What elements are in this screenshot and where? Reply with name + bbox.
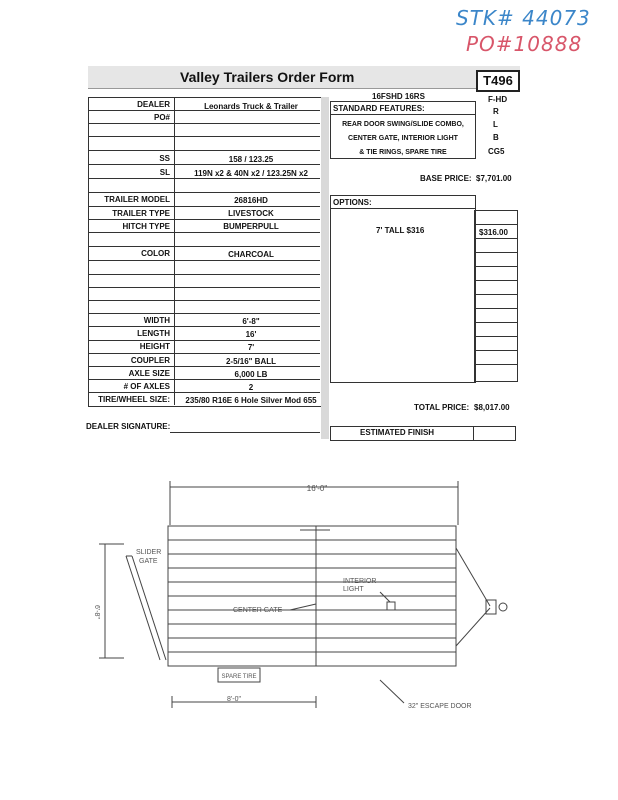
field-value-sl: 119N x2 & 40N x2 / 123.25N x2 <box>194 169 308 178</box>
field-value-trailer-model: 26816HD <box>234 196 268 205</box>
field-label-length: LENGTH <box>137 329 170 338</box>
escape-door-label: 32" ESCAPE DOOR <box>408 703 472 710</box>
model-suffix: F-HD <box>488 95 508 104</box>
field-label-width: WIDTH <box>143 316 170 325</box>
base-price-label: BASE PRICE: <box>420 174 472 183</box>
handwritten-po-number: PO#10888 <box>466 32 583 56</box>
field-label-trailer-model: TRAILER MODEL <box>104 195 170 204</box>
slider-gate-label-line1: SLIDER <box>136 549 162 556</box>
field-label-dealer: DEALER <box>137 100 170 109</box>
field-label-axles: # OF AXLES <box>123 382 170 391</box>
field-value-trailer-type: LIVESTOCK <box>228 209 274 218</box>
estimated-finish-label: ESTIMATED FINISH <box>360 428 435 437</box>
interior-light-label-line1: INTERIOR <box>343 578 377 585</box>
width-dimension-label: 6'-8" <box>93 605 100 619</box>
code-cg5: CG5 <box>488 147 505 156</box>
option-price: $316.00 <box>479 228 508 237</box>
standard-features-heading: STANDARD FEATURES: <box>333 104 425 113</box>
field-value-dealer: Leonards Truck & Trailer <box>204 102 298 111</box>
field-label-po: PO# <box>153 113 170 122</box>
field-value-axles: 2 <box>248 383 254 392</box>
field-label-ss: SS <box>159 154 170 163</box>
code-b: B <box>493 133 499 142</box>
option-item: 7' TALL $316 <box>376 226 425 235</box>
field-value-axle-size: 6,000 LB <box>234 370 268 379</box>
code-l: L <box>493 120 498 129</box>
field-label-coupler: COUPLER <box>130 356 170 365</box>
field-value-height: 7' <box>247 343 255 352</box>
field-label-hitch-type: HITCH TYPE <box>122 222 170 231</box>
form-code: T496 <box>476 70 520 92</box>
field-label-trailer-type: TRAILER TYPE <box>112 209 170 218</box>
standard-feature-line: & TIE RINGS, SPARE TIRE <box>359 149 447 156</box>
field-value-hitch-type: BUMPERPULL <box>223 222 279 231</box>
slider-gate-label-line2: GATE <box>139 558 158 565</box>
model-numbers: 16FSHD 16RS <box>372 92 425 101</box>
field-value-coupler: 2-5/16" BALL <box>225 357 277 366</box>
field-label-sl: SL <box>159 168 170 177</box>
standard-feature-line: CENTER GATE, INTERIOR LIGHT <box>348 135 458 142</box>
interior-light-label-line2: LIGHT <box>343 586 364 593</box>
field-value-color: CHARCOAL <box>228 250 274 259</box>
dealer-signature-label: DEALER SIGNATURE: <box>86 422 171 431</box>
field-label-color: COLOR <box>141 249 170 258</box>
form-title: Valley Trailers Order Form <box>180 69 355 85</box>
overall-length-label: 16'-0" <box>306 484 328 493</box>
field-value-width: 6'-8" <box>242 317 260 326</box>
section-length-label: 8'-0" <box>227 696 241 703</box>
total-price-label: TOTAL PRICE: <box>414 403 470 412</box>
code-r: R <box>493 107 499 116</box>
center-gate-label: CENTER GATE <box>233 607 283 614</box>
standard-feature-line: REAR DOOR SWING/SLIDE COMBO, <box>342 121 464 128</box>
field-label-tire-wheel: TIRE/WHEEL SIZE: <box>98 395 170 404</box>
field-value-length: 16' <box>245 330 257 339</box>
total-price-value: $8,017.00 <box>474 403 510 412</box>
spare-tire-label: SPARE TIRE <box>221 674 257 680</box>
field-label-axle-size: AXLE SIZE <box>128 369 170 378</box>
field-value-ss: 158 / 123.25 <box>228 155 274 164</box>
base-price-value: $7,701.00 <box>476 174 512 183</box>
field-label-height: HEIGHT <box>139 342 170 351</box>
options-heading: OPTIONS: <box>333 198 372 207</box>
handwritten-stock-number: STK# 44073 <box>456 6 591 30</box>
field-value-tire-wheel: 235/80 R16E 6 Hole Silver Mod 655 <box>185 396 317 405</box>
